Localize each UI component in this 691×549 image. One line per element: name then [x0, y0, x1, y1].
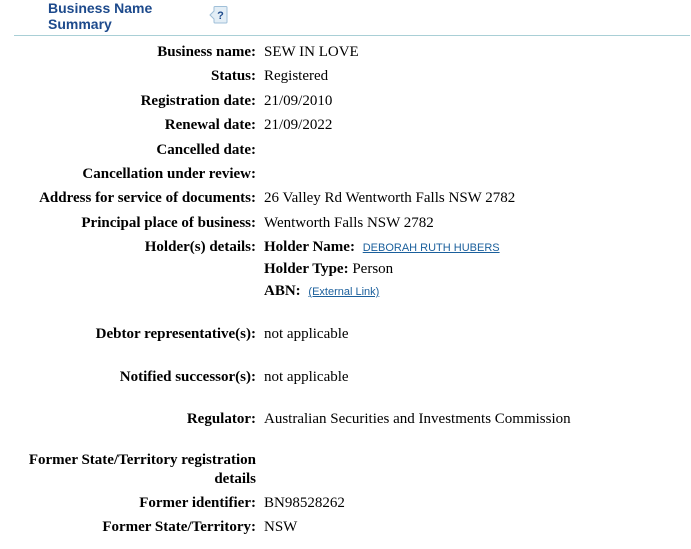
debtor-representatives-value: not applicable: [264, 326, 349, 342]
holder-type-label: Holder Type:: [264, 261, 349, 277]
principal-place-label: Principal place of business:: [81, 215, 256, 231]
business-name-value: SEW IN LOVE: [264, 44, 359, 60]
status-label: Status:: [210, 68, 256, 84]
holder-name-label: Holder Name:: [264, 239, 355, 255]
former-registration-details-heading: Former State/Territory registration details: [28, 452, 256, 487]
former-identifier-label: Former identifier:: [139, 495, 256, 511]
registration-date-label: Registration date:: [140, 93, 256, 109]
address-for-service-value: 26 Valley Rd Wentworth Falls NSW 2782: [264, 190, 516, 206]
registration-date-value: 21/09/2010: [264, 93, 333, 109]
svg-text:?: ?: [217, 10, 224, 22]
renewal-date-label: Renewal date:: [164, 117, 256, 133]
summary-header: [48, 0, 688, 34]
cancellation-under-review-label: Cancellation under review:: [82, 166, 256, 182]
abn-label: ABN:: [264, 283, 301, 299]
holder-details-label: Holder(s) details:: [144, 239, 256, 255]
page-title-line1: Business Name: [48, 0, 153, 16]
help-icon[interactable]: [208, 6, 228, 24]
address-for-service-label: Address for service of documents:: [39, 190, 256, 206]
help-bubble-icon: [208, 6, 228, 24]
renewal-date-value: 21/09/2022: [264, 117, 333, 133]
holder-type-value: Person: [352, 261, 394, 277]
notified-successors-label: Notified successor(s):: [119, 369, 256, 385]
regulator-value: Australian Securities and Investments Commission: [264, 411, 571, 427]
holder-name-line: [264, 238, 500, 258]
cancelled-date-label: Cancelled date:: [156, 142, 256, 158]
notified-successors-value: not applicable: [264, 369, 349, 385]
principal-place-value: Wentworth Falls NSW 2782: [264, 215, 434, 231]
business-name-label: Business name:: [157, 44, 256, 60]
former-state-value: NSW: [264, 519, 298, 535]
holder-name-link[interactable]: DEBORAH RUTH HUBERS: [362, 242, 500, 254]
page-title-line2: Summary: [48, 16, 112, 32]
page-title: [48, 0, 208, 32]
regulator-label: Regulator:: [186, 411, 256, 427]
status-value: Registered: [264, 68, 329, 84]
holder-type-line: [264, 260, 393, 279]
former-state-label: Former State/Territory:: [102, 519, 256, 535]
former-identifier-value: BN98528262: [264, 495, 345, 511]
abn-line: [264, 282, 379, 302]
abn-external-link[interactable]: (External Link): [308, 286, 380, 298]
debtor-representatives-label: Debtor representative(s):: [95, 326, 256, 342]
header-divider: [14, 35, 690, 36]
